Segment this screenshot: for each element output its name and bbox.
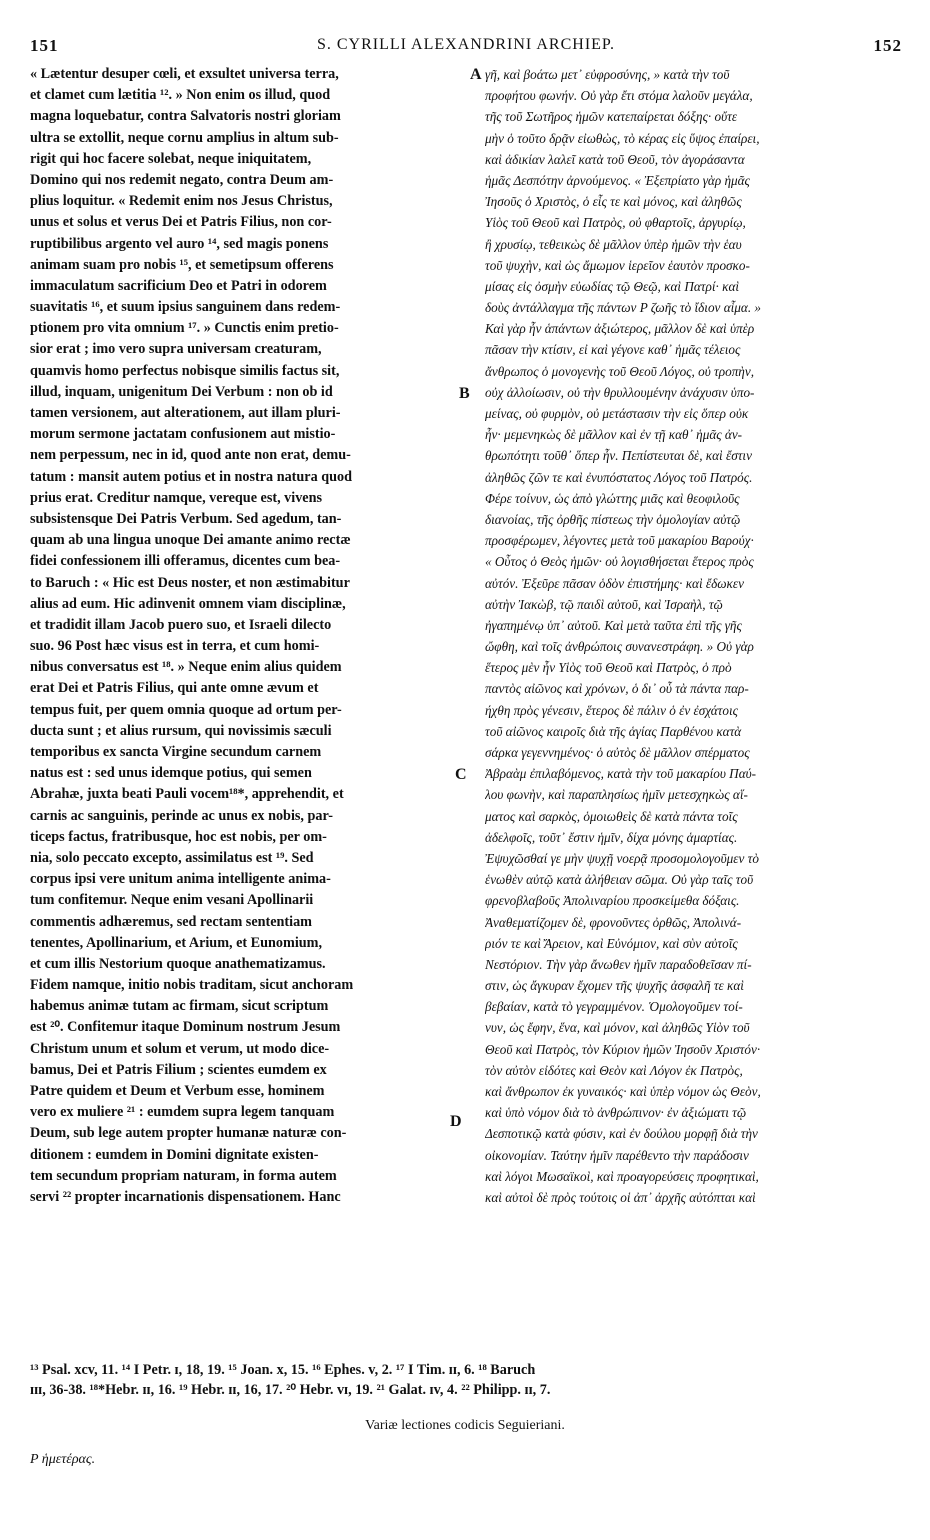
text-line: suavitatis ¹⁶, et suum ipsius sanguinem dans redem- xyxy=(30,299,341,316)
text-line: corpus ipsi vere unitum anima intelligente anima- xyxy=(30,871,331,888)
text-line: tatum : mansit autem potius et in nostra natura quod xyxy=(30,468,353,485)
text-line: παντὸς αἰῶνος καὶ χρόνων, ὁ δι᾽ οὗ τὰ πάντα παρ- xyxy=(485,681,749,697)
text-line: Domino qui nos redemit negato, contra Deum am- xyxy=(30,171,334,188)
text-line: tamen versionem, aut alterationem, aut illam pluri- xyxy=(30,405,341,421)
text-line: Θεοῦ καὶ Πατρὸς, τὸν Κύριον ἡμῶν Ἰησοῦν Χριστόν· xyxy=(485,1041,761,1057)
text-line: βεβαίαν, κατὰ τὸ γεγραμμένον. Ὁμολογοῦμεν τοί- xyxy=(485,999,743,1015)
text-line: Ἰησοῦς ὁ Χριστὸς, ὁ εἷς τε καὶ μόνος, καὶ ἀληθῶς xyxy=(485,194,742,210)
text-line: Φέρε τοίνυν, ὡς ἀπὸ γλώττης μιᾶς καὶ θεοφιλοῦς xyxy=(485,490,740,506)
greek-column xyxy=(485,64,907,1356)
text-line: et clamet cum lætitia ¹². » Non enim os illud, quod xyxy=(30,87,331,104)
text-line: ptionem pro vita omnium ¹⁷. » Cunctis enim pretio- xyxy=(30,320,339,337)
text-line: ἑνωθὲν αὐτῷ κατὰ ἀλήθειαν σῶμα. Οὐ γὰρ ταῖς τοῦ xyxy=(485,872,754,888)
margin-letter-d: D xyxy=(450,1113,462,1130)
running-title: S. CYRILLI ALEXANDRINI ARCHIEP. xyxy=(316,36,616,53)
text-line: rigit qui hoc facere solebat, neque iniquitatem, xyxy=(30,150,312,167)
latin-column xyxy=(30,64,470,1356)
text-line: ἄνθρωπος ὁ μονογενὴς τοῦ Θεοῦ Λόγος, οὐ τροπὴν, xyxy=(485,363,754,379)
text-line: sior erat ; imo vero supra universam creaturam, xyxy=(30,341,322,358)
text-line: tem secundum propriam naturam, in forma autem xyxy=(30,1167,337,1184)
text-line: Ἀβραὰμ ἐπιλαβόμενος, κατὰ τὴν τοῦ μακαρίου Παύ- xyxy=(485,766,757,782)
page-header xyxy=(30,36,902,62)
text-line: καὶ ἀδικίαν λαλεῖ κατὰ τοῦ Θεοῦ, τὸν ἀγοράσαντα xyxy=(485,151,745,167)
text-line: προφήτου φωνήν. Οὐ γὰρ ἔτι στόμα λαλοῦν μεγάλα, xyxy=(485,88,753,104)
text-line: quam ab una lingua unoque Dei amante animo rectæ xyxy=(30,532,351,549)
text-line: ticeps factus, fratribusque, hoc est nobis, per om- xyxy=(30,828,327,845)
text-line: Νεστόριον. Τὴν γὰρ ἄνωθεν ἡμῖν παραδοθεῖσαν πί- xyxy=(485,956,752,972)
text-line: magna loquebatur, contra Salvatoris nostri gloriam xyxy=(30,108,341,125)
text-line: στιν, ὡς ἄγκυραν ἔχομεν τῆς ψυχῆς ἀσφαλῆ τε καὶ xyxy=(485,978,744,994)
variant-reading-note: P ἡμετέρας. xyxy=(30,1452,96,1467)
text-line: σάρκα γεγεννημένος· ὁ αὐτὸς δὲ μᾶλλον σπέρματος xyxy=(485,745,750,760)
text-line: vero ex muliere ²¹ : eumdem supra legem tanquam xyxy=(30,1104,335,1121)
text-line: carnis ac sanguinis, perinde ac unus ex nobis, par- xyxy=(30,807,333,824)
text-line: ἠγαπημένῳ ὑπ᾽ αὐτοῦ. Καὶ μετὰ ταῦτα ἐπὶ τῆς γῆς xyxy=(485,617,742,633)
text-line: αὐτὴν Ἰακὼβ, τῷ παιδὶ αὐτοῦ, καὶ Ἰσραὴλ, τῷ xyxy=(485,596,723,612)
text-line: ἀδελφοῖς, τοῦτ᾽ ἔστιν ἡμῖν, δίχα μόνης ἁμαρτίας. xyxy=(485,829,738,845)
text-line: γῆ, καὶ βοάτω μετ᾽ εὐφροσύνης, » κατὰ τὴν τοῦ xyxy=(485,67,730,82)
margin-letter-a: A xyxy=(470,66,482,83)
text-line: καὶ αὐτοὶ δὲ πρὸς τούτοις οἱ ἀπ᾽ ἀρχῆς αὐτόπται καὶ xyxy=(485,1189,756,1205)
text-line: habemus animæ tutam ac firmam, sicut scriptum xyxy=(30,998,329,1015)
text-line: τοῦ ψυχὴν, καὶ ὡς ἄμωμον ἱερεῖον ἑαυτὸν προσκο- xyxy=(485,257,750,273)
text-line: immaculatum sacrificium Deo et Patri in odorem xyxy=(30,277,327,294)
text-line: καὶ ἄνθρωπον ἐκ γυναικός· καὶ ὑπὲρ νόμον ὡς Θεὸν, xyxy=(485,1084,761,1099)
text-line: προσφέρωμεν, λέγοντες μετὰ τοῦ μακαρίου Βαρούχ· xyxy=(485,533,754,549)
text-line: Δεσποτικῷ κατὰ φύσιν, καὶ ἐν δούλου μορφῇ διὰ τὴν xyxy=(485,1126,758,1142)
text-line: natus est : sed unus idemque potius, qui semen xyxy=(30,765,312,782)
text-line: ἕτερος μὲν ἦν Υἱὸς τοῦ Θεοῦ καὶ Πατρὸς, ὁ πρὸ xyxy=(485,660,732,676)
text-line: est ²⁰. Confitemur itaque Dominum nostrum Jesum xyxy=(30,1019,341,1036)
text-line: ἢ χρυσίῳ, τεθεικὼς δὲ μᾶλλον ὑπὲρ ἡμῶν τὴν ἑαυ xyxy=(485,236,742,252)
text-line: alius ad eum. Hic adinvenit omnem viam disciplinæ, xyxy=(30,595,346,612)
text-line: μὴν ὁ τοῦτο δρᾷν εἰωθὼς, τὸ κέρας εἰς ὕψος ἐπαίρει, xyxy=(485,130,760,146)
text-line: tempus fuit, per quem omnia quoque ad ortum per- xyxy=(30,701,342,718)
text-line: erat Dei et Patris Filius, qui ante omne ævum et xyxy=(30,680,319,697)
text-line: οὐχ ἀλλοίωσιν, οὐ τὴν θρυλλουμένην ἀνάχυσιν ὑπο- xyxy=(485,384,755,400)
text-line: Καὶ γὰρ ἦν ἁπάντων ἀξιώτερος, μᾶλλον δὲ καὶ ὑπὲρ xyxy=(485,321,755,337)
margin-letter-b: B xyxy=(459,385,470,402)
text-line: Christum unum et solum et verum, ut modo dice- xyxy=(30,1040,330,1057)
text-line: nem perpessum, nec in id, quod ante non erat, demu- xyxy=(30,447,351,464)
text-line: πᾶσαν τὴν κτίσιν, εἰ καὶ γέγονε καθ᾽ ἡμᾶς τέλειος xyxy=(485,342,741,358)
text-line: commentis adhæremus, sed rectam sententiam xyxy=(30,913,313,930)
text-line: μίσας εἰς ὀσμὴν εὐωδίας τῷ Θεῷ, καὶ Πατρί· καὶ xyxy=(485,278,740,294)
footnote-line: ¹³ Psal. xcv, 11. ¹⁴ I Petr. ɪ, 18, 19. ¹⁵ Joan. x, 15. ¹⁶ Ephes. v, 2. ¹⁷ I Tim. ɪɪ, 6. ¹⁸ Baruch xyxy=(30,1362,536,1378)
text-line: « Οὗτος ὁ Θεὸς ἡμῶν· οὐ λογισθήσεται ἕτερος πρὸς xyxy=(485,554,754,570)
text-line: tenentes, Apollinarium, et Arium, et Eunomium, xyxy=(30,934,323,951)
margin-letter-c: C xyxy=(455,766,467,783)
text-line: Υἱὸς τοῦ Θεοῦ καὶ Πατρὸς, οὐ φθαρτοῖς, ἀργυρίῳ, xyxy=(485,215,746,231)
text-line: καὶ ὑπὸ νόμον διὰ τὸ ἀνθρώπινον· ἐν ἀξιώματι τῷ xyxy=(485,1105,747,1121)
text-line: suo. 96 Post hæc visus est in terra, et cum homi- xyxy=(30,638,320,655)
text-line: et cum illis Nestorium quoque anathematizamus. xyxy=(30,955,326,972)
text-line: οἰκονομίαν. Ταύτην ἡμῖν παρέθεντο τὴν παράδοσιν xyxy=(485,1147,749,1163)
text-line: τὸν αὐτὸν εἰδότες καὶ Θεὸν καὶ Λόγον ἐκ Πατρὸς, xyxy=(485,1062,743,1078)
text-line: δοὺς ἀντάλλαγμα τῆς πάντων P ζωῆς τὸ ἴδιον αἷμα. » xyxy=(485,300,762,316)
text-line: morum sermone jactatam confusionem aut mistio- xyxy=(30,426,336,443)
text-line: tum confitemur. Neque enim vesani Apollinarii xyxy=(30,892,314,909)
variant-readings-title: Variæ lectiones codicis Seguieriani. xyxy=(365,1418,565,1433)
text-line: ἡμᾶς Δεσπότην ἀρνούμενος. « Ἐξεπρίατο γὰρ ἡμᾶς xyxy=(485,172,750,188)
text-line: τοῦ αἰῶνος καιροῖς διὰ τῆς ἁγίας Παρθένου κατὰ xyxy=(485,723,742,739)
text-line: « Lætentur desuper cœli, et exsultet universa terra, xyxy=(30,66,339,82)
text-line: νυν, ὡς ἔφην, ἕνα, καὶ μόνον, καὶ ἀληθῶς Υἱὸν τοῦ xyxy=(485,1020,750,1036)
text-line: ruptibilibus argento vel auro ¹⁴, sed magis ponens xyxy=(30,235,329,252)
text-line: ἀληθῶς ζῶν τε καὶ ἐνυπόστατος Λόγος τοῦ Πατρός. xyxy=(485,469,753,485)
text-line: θρωπότητι τοῦθ᾽ ὅπερ ἦν. Πεπίστευται δὲ, καὶ ἔστιν xyxy=(485,448,752,464)
text-line: ματος καὶ σαρκὸς, ὁμοιωθεὶς δὲ κατὰ πάντα τοῖς xyxy=(485,808,738,824)
text-line: nibus conversatus est ¹⁸. » Neque enim alius quidem xyxy=(30,659,342,676)
text-line: Abrahæ, juxta beati Pauli vocem¹⁸*, apprehendit, et xyxy=(30,786,344,803)
text-line: plius loquitur. « Redemit enim nos Jesus Christus, xyxy=(30,193,333,210)
text-line: αὐτόν. Ἐξεῦρε πᾶσαν ὁδὸν ἐπιστήμης· καὶ ἔδωκεν xyxy=(485,575,744,591)
text-line: subsistensque Dei Patris Verbum. Sed agedum, tan- xyxy=(30,510,342,527)
text-line: ὤφθη, καὶ τοῖς ἀνθρώποις συνανεστράφη. » Οὐ γὰρ xyxy=(485,639,754,655)
text-line: ultra se extollit, neque cornu amplius in altum sub- xyxy=(30,129,339,146)
footnote-line: ɪɪɪ, 36-38. ¹⁸*Hebr. ɪɪ, 16. ¹⁹ Hebr. ɪɪ, 16, 17. ²⁰ Hebr. vɪ, 19. ²¹ Galat. ɪv, 4. ²² Philipp. ɪɪ, 7. xyxy=(30,1382,551,1398)
text-line: animam suam pro nobis ¹⁵, et semetipsum offerens xyxy=(30,256,334,273)
left-page-number: 151 xyxy=(30,36,59,55)
text-line: ducta sunt ; et alius rursum, qui novissimis sæculi xyxy=(30,722,332,739)
text-line: ήχθη πρὸς γένεσιν, ἕτερος δὲ πάλιν ὁ ἐν ἐσχάτοις xyxy=(485,702,738,718)
text-line: illud, inquam, unigenitum Dei Verbum : non ob id xyxy=(30,383,333,400)
text-line: τῆς τοῦ Σωτῆρος ἡμῶν κατεπαίρεται δόξης· οὔτε xyxy=(485,109,738,125)
text-line: temporibus ex sancta Virgine secundum carnem xyxy=(30,744,322,760)
text-line: διανοίας, τῆς ὀρθῆς πίστεως τὴν ὁμολογίαν αὐτῷ xyxy=(485,511,741,527)
text-line: Patre quidem et Deum et Verbum esse, hominem xyxy=(30,1083,325,1099)
text-line: quamvis homo perfectus nobisque similis factus sit, xyxy=(30,362,340,379)
text-line: Fidem namque, initio nobis traditam, sicut anchoram xyxy=(30,977,354,994)
text-line: nia, solo peccato excepto, assimilatus est ¹⁹. Sed xyxy=(30,849,314,866)
text-line: unus et solus et verus Dei et Patris Filius, non cor- xyxy=(30,214,332,231)
text-line: servi ²² propter incarnationis dispensationem. Hanc xyxy=(30,1188,341,1205)
text-line: bamus, Dei et Patris Filium ; scientes eumdem ex xyxy=(30,1061,327,1078)
text-line: prius erat. Creditur namque, vereque est, vivens xyxy=(30,489,323,506)
footnotes xyxy=(30,1360,902,1400)
text-line: Ἐψυχῶσθαί γε μὴν ψυχῇ νοερᾷ προσομολογοῦμεν τὸ xyxy=(485,850,759,866)
text-line: ριόν τε καὶ Ἄρειον, καὶ Εὐνόμιον, καὶ σὺν αὐτοῖς xyxy=(485,935,738,951)
text-line: ditionem : eumdem in Domini dignitate existen- xyxy=(30,1146,319,1163)
text-line: μείνας, οὐ φυρμὸν, οὐ μετάστασιν τὴν εἰς ὅπερ οὐκ xyxy=(485,406,749,421)
right-page-number: 152 xyxy=(873,36,902,55)
text-line: et tradidit illam Jacob puero suo, et Israeli dilecto xyxy=(30,616,332,633)
text-line: Deum, sub lege autem propter humanæ naturæ con- xyxy=(30,1125,347,1142)
text-line: fidei confessionem illi offeramus, dicentes cum bea- xyxy=(30,553,341,570)
text-line: to Baruch : « Hic est Deus noster, et non æstimabitur xyxy=(30,574,350,591)
text-line: καὶ λόγοι Μωσαϊκοὶ, καὶ προαγορεύσεις προφητικαὶ, xyxy=(485,1168,759,1184)
text-line: ἦν· μεμενηκὼς δὲ μᾶλλον καὶ ἐν τῇ καθ᾽ ἡμᾶς ἀν- xyxy=(485,427,743,443)
text-line: λου φωνὴν, καὶ παραπλησίως ἡμῖν μετεσχηκὼς αἵ- xyxy=(485,787,748,803)
text-line: φρενοβλαβοῦς Ἀπολιναρίου προσκείμεθα δόξαις. xyxy=(485,893,740,909)
text-line: Ἀναθεματίζομεν δὲ, φρονοῦντες ὀρθῶς, Ἀπολινά- xyxy=(485,914,742,930)
